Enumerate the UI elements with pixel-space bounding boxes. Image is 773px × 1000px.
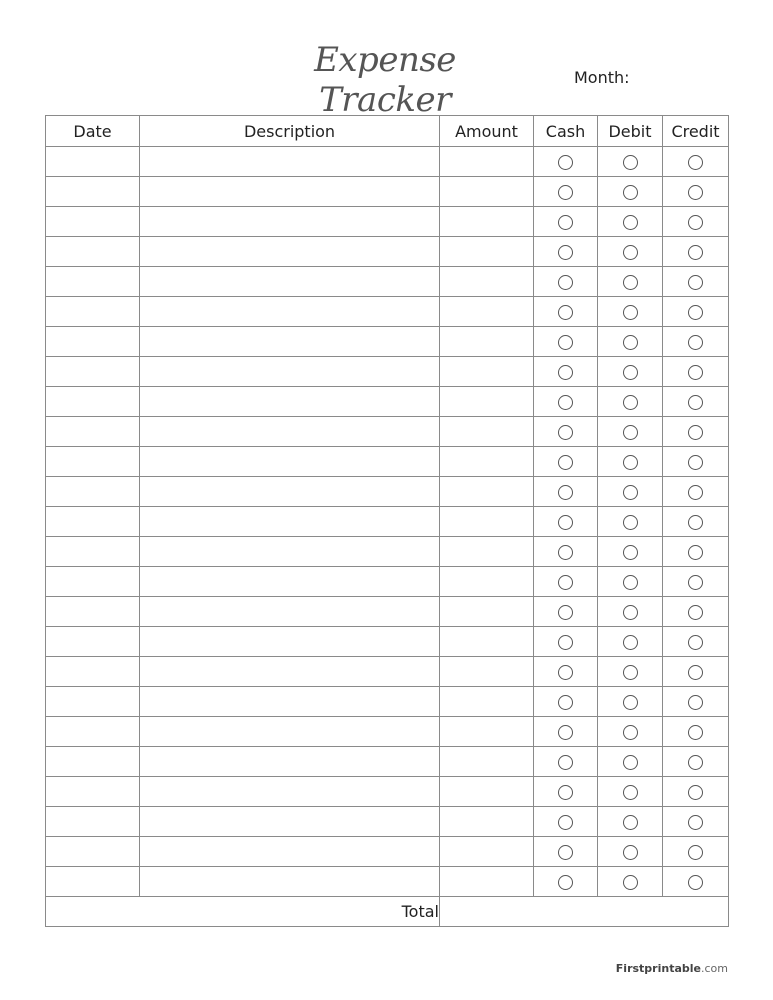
- debit-check-cell: [598, 627, 663, 657]
- date-cell[interactable]: [46, 237, 140, 267]
- table-row: [46, 567, 729, 597]
- amount-cell[interactable]: [440, 387, 534, 417]
- cash-checkbox[interactable]: [558, 245, 573, 260]
- debit-checkbox[interactable]: [623, 425, 638, 440]
- date-cell[interactable]: [46, 177, 140, 207]
- cash-check-cell: [534, 147, 598, 177]
- date-cell[interactable]: [46, 837, 140, 867]
- cash-checkbox[interactable]: [558, 845, 573, 860]
- expense-table: [45, 115, 729, 927]
- credit-check-cell: [663, 147, 729, 177]
- amount-cell[interactable]: [440, 357, 534, 387]
- amount-cell[interactable]: [440, 627, 534, 657]
- credit-checkbox[interactable]: [688, 545, 703, 560]
- date-cell[interactable]: [46, 717, 140, 747]
- debit-check-cell: [598, 537, 663, 567]
- table-row: [46, 387, 729, 417]
- amount-cell[interactable]: [440, 417, 534, 447]
- credit-check-cell: [663, 627, 729, 657]
- cash-check-cell: [534, 807, 598, 837]
- description-cell[interactable]: [140, 777, 440, 807]
- debit-checkbox[interactable]: [623, 815, 638, 830]
- table-row: [46, 597, 729, 627]
- amount-cell[interactable]: [440, 237, 534, 267]
- cash-check-cell: [534, 717, 598, 747]
- credit-checkbox[interactable]: [688, 455, 703, 470]
- brand-suffix: .com: [701, 962, 728, 975]
- debit-check-cell: [598, 747, 663, 777]
- cash-check-cell: [534, 267, 598, 297]
- total-row: [46, 897, 729, 927]
- cash-checkbox[interactable]: [558, 755, 573, 770]
- debit-checkbox[interactable]: [623, 185, 638, 200]
- credit-checkbox[interactable]: [688, 515, 703, 530]
- amount-cell[interactable]: [440, 867, 534, 897]
- amount-cell[interactable]: [440, 147, 534, 177]
- col-header-description: Description: [140, 116, 440, 147]
- month-label: Month:: [574, 68, 630, 87]
- date-cell[interactable]: [46, 867, 140, 897]
- debit-checkbox[interactable]: [623, 725, 638, 740]
- cash-check-cell: [534, 387, 598, 417]
- description-cell[interactable]: [140, 717, 440, 747]
- credit-check-cell: [663, 717, 729, 747]
- date-cell[interactable]: [46, 417, 140, 447]
- date-cell[interactable]: [46, 807, 140, 837]
- cash-checkbox[interactable]: [558, 395, 573, 410]
- credit-checkbox[interactable]: [688, 695, 703, 710]
- credit-checkbox[interactable]: [688, 305, 703, 320]
- table-row: [46, 837, 729, 867]
- credit-check-cell: [663, 567, 729, 597]
- credit-check-cell: [663, 507, 729, 537]
- debit-check-cell: [598, 717, 663, 747]
- table-row: [46, 207, 729, 237]
- table-row: [46, 417, 729, 447]
- date-cell[interactable]: [46, 777, 140, 807]
- debit-check-cell: [598, 867, 663, 897]
- debit-checkbox[interactable]: [623, 455, 638, 470]
- credit-check-cell: [663, 267, 729, 297]
- table-row: [46, 147, 729, 177]
- description-cell[interactable]: [140, 837, 440, 867]
- debit-check-cell: [598, 447, 663, 477]
- cash-check-cell: [534, 237, 598, 267]
- credit-checkbox[interactable]: [688, 155, 703, 170]
- table-row: [46, 807, 729, 837]
- cash-checkbox[interactable]: [558, 815, 573, 830]
- debit-check-cell: [598, 327, 663, 357]
- credit-check-cell: [663, 357, 729, 387]
- credit-checkbox[interactable]: [688, 215, 703, 230]
- cash-checkbox[interactable]: [558, 575, 573, 590]
- description-cell[interactable]: [140, 657, 440, 687]
- cash-checkbox[interactable]: [558, 515, 573, 530]
- cash-checkbox[interactable]: [558, 275, 573, 290]
- description-cell[interactable]: [140, 237, 440, 267]
- credit-check-cell: [663, 297, 729, 327]
- debit-checkbox[interactable]: [623, 695, 638, 710]
- description-cell[interactable]: [140, 537, 440, 567]
- amount-cell[interactable]: [440, 567, 534, 597]
- amount-cell[interactable]: [440, 267, 534, 297]
- table-row: [46, 867, 729, 897]
- debit-check-cell: [598, 297, 663, 327]
- credit-checkbox[interactable]: [688, 815, 703, 830]
- debit-check-cell: [598, 207, 663, 237]
- description-cell[interactable]: [140, 627, 440, 657]
- cash-check-cell: [534, 447, 598, 477]
- debit-checkbox[interactable]: [623, 245, 638, 260]
- description-cell[interactable]: [140, 807, 440, 837]
- credit-check-cell: [663, 597, 729, 627]
- credit-checkbox[interactable]: [688, 335, 703, 350]
- cash-checkbox[interactable]: [558, 635, 573, 650]
- table-row: [46, 297, 729, 327]
- cash-checkbox[interactable]: [558, 785, 573, 800]
- table-row: [46, 267, 729, 297]
- cash-check-cell: [534, 477, 598, 507]
- cash-checkbox[interactable]: [558, 485, 573, 500]
- date-cell[interactable]: [46, 687, 140, 717]
- cash-checkbox[interactable]: [558, 425, 573, 440]
- date-cell[interactable]: [46, 627, 140, 657]
- description-cell[interactable]: [140, 447, 440, 477]
- description-cell[interactable]: [140, 747, 440, 777]
- debit-checkbox[interactable]: [623, 635, 638, 650]
- amount-cell[interactable]: [440, 597, 534, 627]
- credit-checkbox[interactable]: [688, 575, 703, 590]
- credit-check-cell: [663, 777, 729, 807]
- col-header-credit: Credit: [663, 116, 729, 147]
- date-cell[interactable]: [46, 447, 140, 477]
- date-cell[interactable]: [46, 267, 140, 297]
- total-value-cell[interactable]: [440, 897, 729, 927]
- date-cell[interactable]: [46, 147, 140, 177]
- credit-check-cell: [663, 207, 729, 237]
- debit-check-cell: [598, 507, 663, 537]
- cash-checkbox[interactable]: [558, 455, 573, 470]
- table-row: [46, 687, 729, 717]
- credit-check-cell: [663, 867, 729, 897]
- cash-check-cell: [534, 177, 598, 207]
- table-row: [46, 657, 729, 687]
- description-cell[interactable]: [140, 867, 440, 897]
- description-cell[interactable]: [140, 207, 440, 237]
- cash-check-cell: [534, 627, 598, 657]
- credit-check-cell: [663, 447, 729, 477]
- debit-check-cell: [598, 267, 663, 297]
- table-row: [46, 327, 729, 357]
- amount-cell[interactable]: [440, 837, 534, 867]
- brand-name: Firstprintable: [615, 962, 701, 975]
- amount-cell[interactable]: [440, 717, 534, 747]
- credit-checkbox[interactable]: [688, 725, 703, 740]
- description-cell[interactable]: [140, 357, 440, 387]
- cash-check-cell: [534, 657, 598, 687]
- date-cell[interactable]: [46, 597, 140, 627]
- date-cell[interactable]: [46, 747, 140, 777]
- debit-check-cell: [598, 807, 663, 837]
- debit-checkbox[interactable]: [623, 785, 638, 800]
- credit-checkbox[interactable]: [688, 395, 703, 410]
- date-cell[interactable]: [46, 207, 140, 237]
- credit-check-cell: [663, 537, 729, 567]
- date-cell[interactable]: [46, 327, 140, 357]
- total-label: Total: [46, 897, 440, 927]
- debit-check-cell: [598, 177, 663, 207]
- table-row: [46, 177, 729, 207]
- debit-checkbox[interactable]: [623, 575, 638, 590]
- description-cell[interactable]: [140, 597, 440, 627]
- debit-checkbox[interactable]: [623, 605, 638, 620]
- table-row: [46, 507, 729, 537]
- credit-check-cell: [663, 387, 729, 417]
- cash-check-cell: [534, 867, 598, 897]
- amount-cell[interactable]: [440, 687, 534, 717]
- debit-check-cell: [598, 357, 663, 387]
- cash-checkbox[interactable]: [558, 335, 573, 350]
- credit-check-cell: [663, 657, 729, 687]
- cash-check-cell: [534, 417, 598, 447]
- debit-checkbox[interactable]: [623, 215, 638, 230]
- description-cell[interactable]: [140, 147, 440, 177]
- debit-checkbox[interactable]: [623, 395, 638, 410]
- header-row: [46, 116, 729, 147]
- credit-check-cell: [663, 177, 729, 207]
- debit-check-cell: [598, 837, 663, 867]
- cash-checkbox[interactable]: [558, 725, 573, 740]
- credit-checkbox[interactable]: [688, 665, 703, 680]
- debit-checkbox[interactable]: [623, 305, 638, 320]
- date-cell[interactable]: [46, 537, 140, 567]
- debit-check-cell: [598, 237, 663, 267]
- date-cell[interactable]: [46, 297, 140, 327]
- cash-checkbox[interactable]: [558, 695, 573, 710]
- date-cell[interactable]: [46, 567, 140, 597]
- credit-check-cell: [663, 837, 729, 867]
- amount-cell[interactable]: [440, 327, 534, 357]
- amount-cell[interactable]: [440, 177, 534, 207]
- cash-check-cell: [534, 507, 598, 537]
- credit-checkbox[interactable]: [688, 185, 703, 200]
- credit-checkbox[interactable]: [688, 245, 703, 260]
- credit-checkbox[interactable]: [688, 605, 703, 620]
- debit-checkbox[interactable]: [623, 275, 638, 290]
- amount-cell[interactable]: [440, 657, 534, 687]
- cash-checkbox[interactable]: [558, 365, 573, 380]
- credit-check-cell: [663, 417, 729, 447]
- credit-checkbox[interactable]: [688, 275, 703, 290]
- cash-checkbox[interactable]: [558, 185, 573, 200]
- table-row: [46, 747, 729, 777]
- credit-checkbox[interactable]: [688, 755, 703, 770]
- debit-check-cell: [598, 387, 663, 417]
- debit-checkbox[interactable]: [623, 335, 638, 350]
- table-row: [46, 477, 729, 507]
- cash-checkbox[interactable]: [558, 215, 573, 230]
- debit-checkbox[interactable]: [623, 155, 638, 170]
- debit-check-cell: [598, 147, 663, 177]
- debit-check-cell: [598, 597, 663, 627]
- amount-cell[interactable]: [440, 777, 534, 807]
- debit-check-cell: [598, 777, 663, 807]
- description-cell[interactable]: [140, 297, 440, 327]
- credit-check-cell: [663, 327, 729, 357]
- cash-check-cell: [534, 687, 598, 717]
- description-cell[interactable]: [140, 387, 440, 417]
- cash-checkbox[interactable]: [558, 875, 573, 890]
- table-row: [46, 447, 729, 477]
- cash-check-cell: [534, 747, 598, 777]
- brand-footer: [616, 962, 728, 975]
- cash-check-cell: [534, 357, 598, 387]
- date-cell[interactable]: [46, 477, 140, 507]
- page-title: Expense Tracker: [314, 40, 456, 120]
- debit-checkbox[interactable]: [623, 875, 638, 890]
- debit-check-cell: [598, 567, 663, 597]
- debit-check-cell: [598, 687, 663, 717]
- col-header-debit: Debit: [598, 116, 663, 147]
- cash-check-cell: [534, 597, 598, 627]
- cash-check-cell: [534, 567, 598, 597]
- col-header-date: Date: [46, 116, 140, 147]
- debit-checkbox[interactable]: [623, 545, 638, 560]
- amount-cell[interactable]: [440, 507, 534, 537]
- credit-check-cell: [663, 237, 729, 267]
- cash-check-cell: [534, 837, 598, 867]
- description-cell[interactable]: [140, 687, 440, 717]
- cash-checkbox[interactable]: [558, 665, 573, 680]
- debit-checkbox[interactable]: [623, 485, 638, 500]
- cash-checkbox[interactable]: [558, 155, 573, 170]
- table-row: [46, 537, 729, 567]
- amount-cell[interactable]: [440, 447, 534, 477]
- description-cell[interactable]: [140, 477, 440, 507]
- cash-check-cell: [534, 207, 598, 237]
- col-header-amount: Amount: [440, 116, 534, 147]
- cash-check-cell: [534, 297, 598, 327]
- cash-check-cell: [534, 777, 598, 807]
- cash-checkbox[interactable]: [558, 305, 573, 320]
- cash-checkbox[interactable]: [558, 545, 573, 560]
- credit-checkbox[interactable]: [688, 845, 703, 860]
- credit-check-cell: [663, 747, 729, 777]
- cash-check-cell: [534, 327, 598, 357]
- debit-check-cell: [598, 657, 663, 687]
- debit-checkbox[interactable]: [623, 665, 638, 680]
- credit-checkbox[interactable]: [688, 785, 703, 800]
- table-row: [46, 357, 729, 387]
- description-cell[interactable]: [140, 177, 440, 207]
- amount-cell[interactable]: [440, 297, 534, 327]
- credit-checkbox[interactable]: [688, 365, 703, 380]
- col-header-cash: Cash: [534, 116, 598, 147]
- table-row: [46, 627, 729, 657]
- debit-check-cell: [598, 477, 663, 507]
- credit-checkbox[interactable]: [688, 875, 703, 890]
- debit-checkbox[interactable]: [623, 365, 638, 380]
- amount-cell[interactable]: [440, 537, 534, 567]
- table-row: [46, 237, 729, 267]
- date-cell[interactable]: [46, 507, 140, 537]
- description-cell[interactable]: [140, 567, 440, 597]
- description-cell[interactable]: [140, 327, 440, 357]
- table-row: [46, 717, 729, 747]
- description-cell[interactable]: [140, 417, 440, 447]
- debit-checkbox[interactable]: [623, 515, 638, 530]
- credit-check-cell: [663, 477, 729, 507]
- date-cell[interactable]: [46, 387, 140, 417]
- amount-cell[interactable]: [440, 747, 534, 777]
- debit-checkbox[interactable]: [623, 845, 638, 860]
- debit-checkbox[interactable]: [623, 755, 638, 770]
- table-row: [46, 777, 729, 807]
- credit-checkbox[interactable]: [688, 635, 703, 650]
- description-cell[interactable]: [140, 507, 440, 537]
- amount-cell[interactable]: [440, 477, 534, 507]
- cash-checkbox[interactable]: [558, 605, 573, 620]
- date-cell[interactable]: [46, 657, 140, 687]
- credit-check-cell: [663, 807, 729, 837]
- description-cell[interactable]: [140, 267, 440, 297]
- cash-check-cell: [534, 537, 598, 567]
- date-cell[interactable]: [46, 357, 140, 387]
- credit-checkbox[interactable]: [688, 425, 703, 440]
- amount-cell[interactable]: [440, 807, 534, 837]
- credit-check-cell: [663, 687, 729, 717]
- credit-checkbox[interactable]: [688, 485, 703, 500]
- debit-check-cell: [598, 417, 663, 447]
- amount-cell[interactable]: [440, 207, 534, 237]
